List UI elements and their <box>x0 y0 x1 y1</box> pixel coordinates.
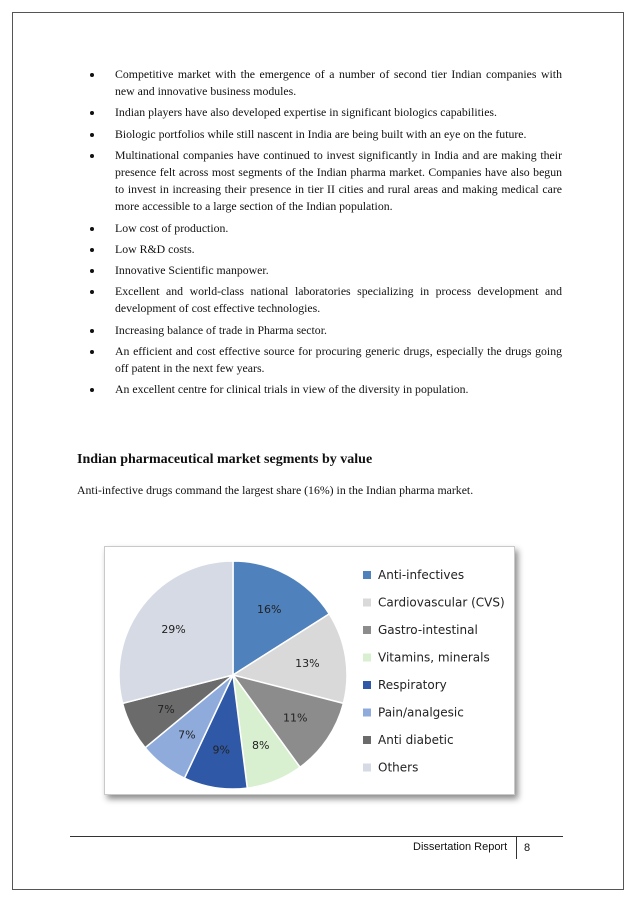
bullet-item <box>88 104 562 121</box>
bullet-item <box>88 126 562 143</box>
legend-swatch <box>363 709 371 717</box>
bullet-text: Excellent and world-class national laboratories specializing in process development and development of cost effective technologies. <box>115 284 562 316</box>
section-heading: Indian pharmaceutical market segments by value <box>77 452 373 467</box>
bullet-dot-icon <box>90 73 94 77</box>
bullet-item <box>88 262 562 279</box>
pie-data-label: 7% <box>157 703 175 717</box>
bullet-item <box>88 283 562 317</box>
bullet-text: Innovative Scientific manpower. <box>115 263 269 278</box>
legend-entry: Pain/analgesic <box>378 705 464 720</box>
legend-swatch <box>363 764 371 772</box>
legend-swatch <box>363 681 371 689</box>
bullet-item <box>88 322 562 339</box>
bullet-dot-icon <box>90 111 94 115</box>
bullet-text: An excellent centre for clinical trials in view of the diversity in population. <box>115 382 469 397</box>
bullet-text: Increasing balance of trade in Pharma sector. <box>115 322 327 337</box>
pie-data-label: 16% <box>257 603 282 617</box>
bullet-text: Low cost of production. <box>115 220 229 235</box>
pie-data-label: 13% <box>295 657 320 671</box>
pie-chart-svg <box>105 547 516 796</box>
bullet-item <box>88 343 562 377</box>
bullet-dot-icon <box>90 227 94 231</box>
pie-data-label: 8% <box>251 738 270 752</box>
bullet-dot-icon <box>90 133 94 137</box>
bullet-text: Low R&D costs. <box>115 241 195 256</box>
bullet-item <box>88 381 562 398</box>
bullet-text: Indian players have also developed expertise in significant biologics capabilities. <box>115 105 497 120</box>
bullet-dot-icon <box>90 388 94 392</box>
bullet-dot-icon <box>90 350 94 354</box>
legend-entry: Anti-infectives <box>378 568 465 582</box>
footer-rule <box>70 836 563 837</box>
legend-swatch <box>363 654 371 662</box>
page-number: 8 <box>524 842 531 854</box>
bullet-list <box>88 66 562 402</box>
bullet-dot-icon <box>90 154 94 158</box>
bullet-item <box>88 147 562 216</box>
legend-entry: Gastro-intestinal <box>378 623 478 637</box>
legend-swatch <box>363 599 371 607</box>
legend-entry: Respiratory <box>378 678 447 692</box>
pie-chart <box>104 546 515 795</box>
bullet-text: An efficient and cost effective source for procuring generic drugs, especially the drugs going off patent in the next few years. <box>115 343 562 376</box>
bullet-dot-icon <box>90 290 94 294</box>
bullet-item <box>88 220 562 237</box>
bullet-text: Multinational companies have continued to invest significantly in India and are making their presence felt across most segments of the Indian pharma market. Companies have also begun to invest in increasing their presence in tier II cities and rural areas and making medical care more accessible to a large section of the Indian population. <box>115 147 562 214</box>
bullet-item <box>88 241 562 258</box>
bullet-text: Competitive market with the emergence of a number of second tier Indian companies with new and innovative business modules. <box>115 67 562 99</box>
legend-swatch <box>363 736 371 744</box>
section-intro: Anti-infective drugs command the largest share (16%) in the Indian pharma market. <box>77 483 474 497</box>
legend-swatch <box>363 571 371 579</box>
legend-swatch <box>363 626 371 634</box>
bullet-dot-icon <box>90 248 94 252</box>
footer-label: Dissertation Report <box>413 841 508 853</box>
pie-data-label: 11% <box>283 711 308 725</box>
bullet-text: Biologic portfolios while still nascent in India are being built with an eye on the future. <box>115 126 527 141</box>
bullet-dot-icon <box>90 329 94 333</box>
pie-data-label: 7% <box>178 728 196 742</box>
legend-entry: Vitamins, minerals <box>378 650 490 665</box>
legend-entry: Cardiovascular (CVS) <box>378 595 505 610</box>
legend-entry: Others <box>378 760 419 775</box>
pie-data-label: 9% <box>212 743 230 757</box>
bullet-item <box>88 66 562 100</box>
legend-entry: Anti diabetic <box>378 733 454 747</box>
bullet-dot-icon <box>90 269 94 273</box>
pie-data-label: 29% <box>161 622 186 636</box>
